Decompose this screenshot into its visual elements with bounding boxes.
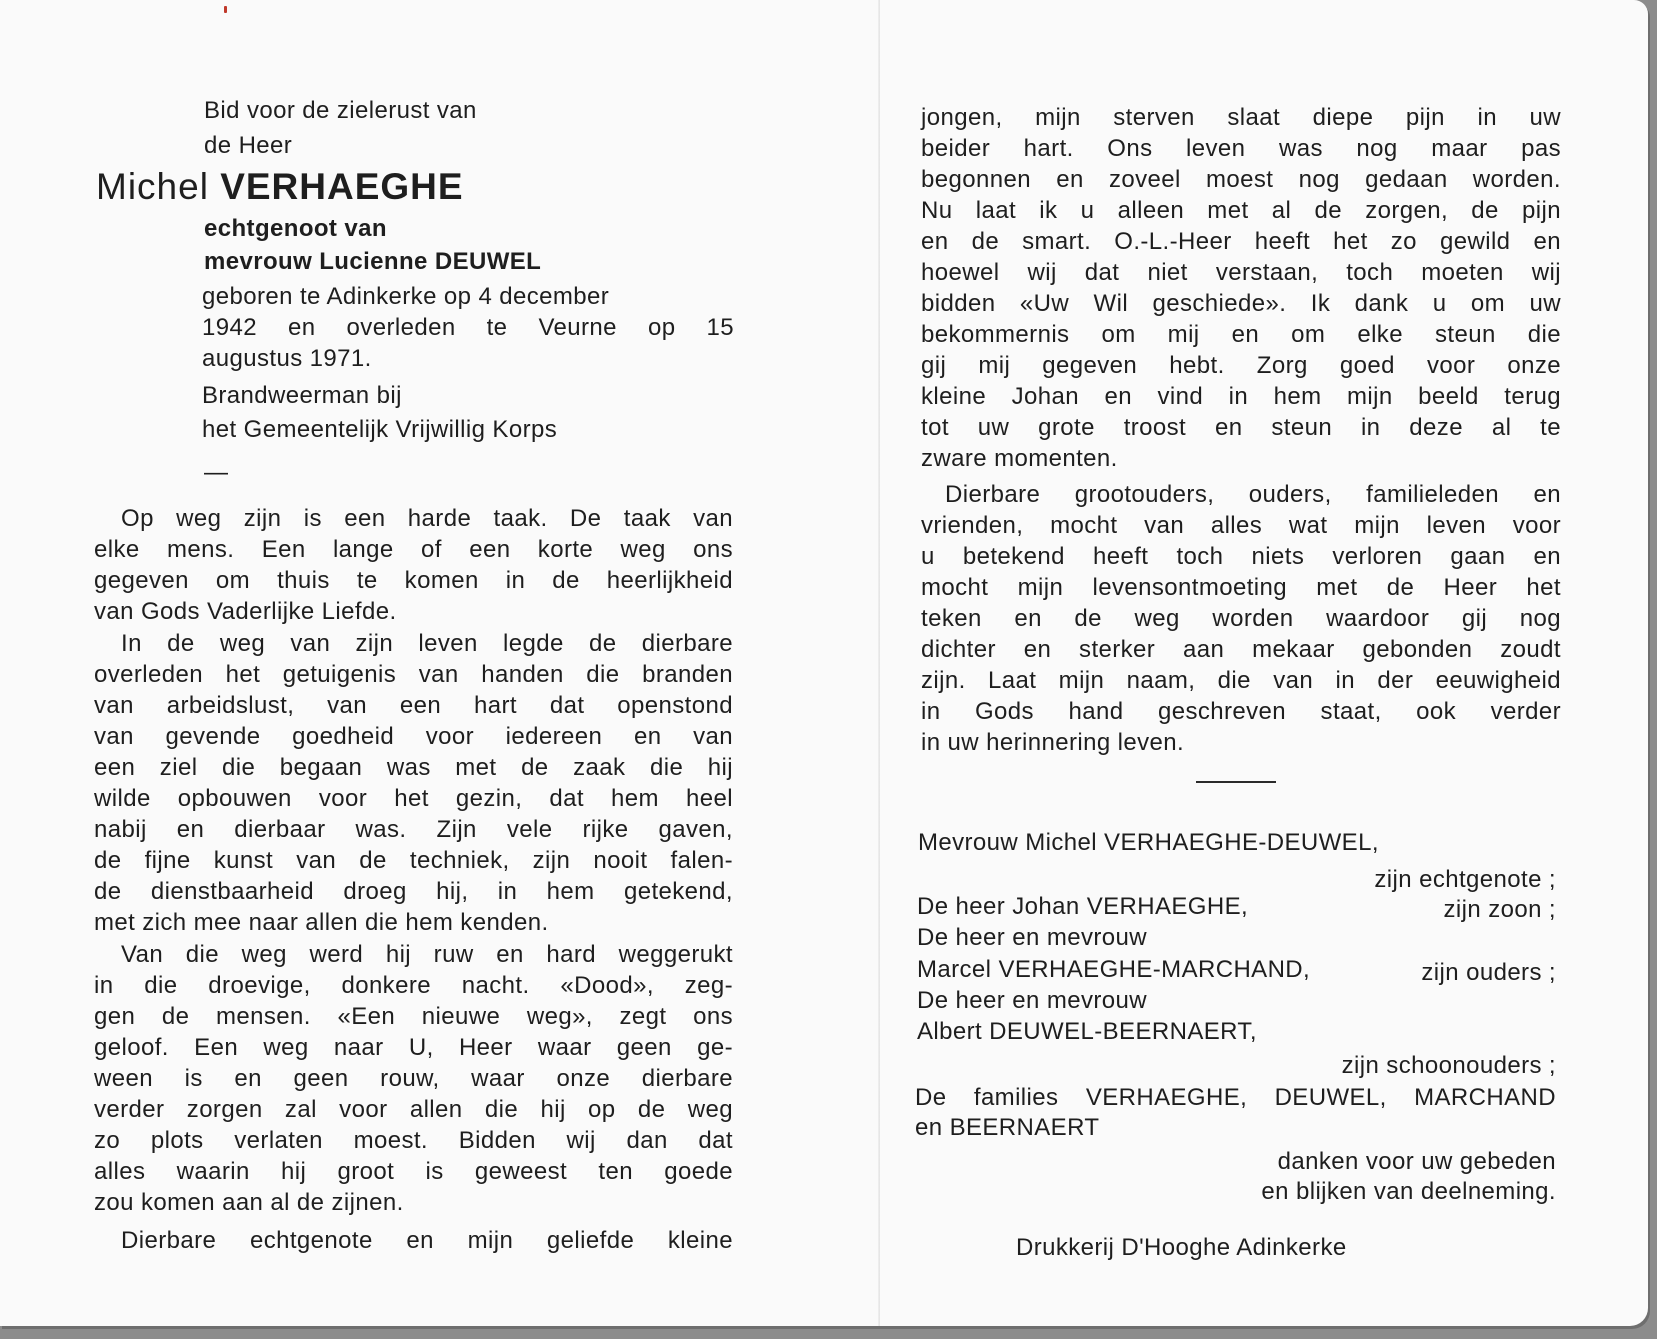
birth-line: geboren te Adinkerke op 4 december	[202, 283, 610, 310]
text-line: Op weg zijn is een harde taak. De taak van	[121, 505, 733, 532]
job-line: het Gemeentelijk Vrijwillig Korps	[202, 416, 558, 443]
thanks-line-2: en blijken van deelneming.	[1261, 1178, 1556, 1205]
separator-dash: —	[204, 459, 229, 486]
text-line: gij mij gegeven hebt. Zorg goed voor onze	[921, 352, 1561, 379]
text-line: begonnen en zoveel moest nog gedaan worden.	[921, 166, 1561, 193]
spouse-name: mevrouw Lucienne DEUWEL	[204, 248, 542, 275]
printer-credit: Drukkerij D'Hooghe Adinkerke	[1016, 1234, 1347, 1261]
text-line: mocht mijn levensontmoeting met de Heer het	[921, 574, 1561, 601]
intro-line-2: de Heer	[204, 132, 293, 159]
job-line: Brandweerman bij	[202, 382, 402, 409]
family-inlaws-role: zijn schoonouders ;	[1341, 1052, 1556, 1079]
text-line: zware momenten.	[921, 445, 1118, 472]
text-line: van arbeidslust, van een hart dat openstond	[94, 692, 733, 719]
text-line: In de weg van zijn leven legde de dierbare	[121, 630, 733, 657]
text-line: Van die weg werd hij ruw en hard weggerukt	[121, 941, 733, 968]
separator-rule	[1196, 781, 1276, 783]
family-parents: Marcel VERHAEGHE-MARCHAND,	[917, 956, 1311, 983]
text-line: hoewel wij dat niet verstaan, toch moeten wij	[921, 259, 1561, 286]
text-line: geloof. Een weg naar U, Heer waar geen ge-	[94, 1034, 733, 1061]
spouse-intro: echtgenoot van	[204, 215, 387, 242]
text-line: vrienden, mocht van alles wat mijn leven voor	[921, 512, 1561, 539]
text-line: in die droevige, donkere nacht. «Dood», zeg-	[94, 972, 733, 999]
text-line: zou komen aan al de zijnen.	[94, 1189, 404, 1216]
text-line: nabij en dierbaar was. Zijn vele rijke gaven,	[94, 816, 733, 843]
family-parents-intro: De heer en mevrouw	[917, 924, 1147, 951]
text-line: alles waarin hij groot is geweest ten goede	[94, 1158, 733, 1185]
ink-mark	[224, 6, 227, 13]
text-line: Dierbare grootouders, ouders, familieleden en	[945, 481, 1561, 508]
text-line: Nu laat ik u alleen met al de zorgen, de pijn	[921, 197, 1561, 224]
text-line: een ziel die begaan was met de zaak die hij	[94, 754, 733, 781]
text-line: de dienstbaarheid droeg hij, in hem getekend,	[94, 878, 733, 905]
birth-line: augustus 1971.	[202, 345, 372, 372]
text-line: in uw herinnering leven.	[921, 729, 1185, 756]
family-parents-role: zijn ouders ;	[1421, 959, 1556, 986]
text-line: en de smart. O.-L.-Heer heeft het zo gewild en	[921, 228, 1561, 255]
text-line: overleden het getuigenis van handen die branden	[94, 661, 733, 688]
text-line: bekommernis om mij en om elke steun die	[921, 321, 1561, 348]
text-line: gegeven om thuis te komen in de heerlijkheid	[94, 567, 733, 594]
text-line: met zich mee naar allen die hem kenden.	[94, 909, 549, 936]
text-line: teken en de weg worden waardoor gij nog	[921, 605, 1561, 632]
family-families-2: en BEERNAERT	[915, 1114, 1100, 1141]
family-widow: Mevrouw Michel VERHAEGHE-DEUWEL,	[918, 829, 1379, 856]
family-son: De heer Johan VERHAEGHE,	[917, 893, 1249, 920]
intro-line-1: Bid voor de zielerust van	[204, 97, 477, 124]
text-line: zo plots verlaten moest. Bidden wij dan dat	[94, 1127, 733, 1154]
text-line: u betekend heeft toch niets verloren gaan en	[921, 543, 1561, 570]
text-line: bidden «Uw Wil geschiede». Ik dank u om uw	[921, 290, 1561, 317]
text-line: beider hart. Ons leven was nog maar pas	[921, 135, 1561, 162]
text-line: Dierbare echtgenote en mijn geliefde kleine	[121, 1227, 733, 1254]
text-line: van Gods Vaderlijke Liefde.	[94, 598, 397, 625]
birth-line: 1942 en overleden te Veurne op 15	[202, 314, 734, 341]
text-line: de fijne kunst van de techniek, zijn nooit falen-	[94, 847, 733, 874]
text-line: verder zorgen zal voor allen die hij op de weg	[94, 1096, 733, 1123]
text-line: zijn. Laat mijn naam, die van in der eeuwigheid	[921, 667, 1561, 694]
text-line: in Gods hand geschreven staat, ook verder	[921, 698, 1561, 725]
text-line: ween is en geen rouw, waar onze dierbare	[94, 1065, 733, 1092]
family-widow-role: zijn echtgenote ;	[1374, 866, 1556, 893]
card-fold	[878, 0, 880, 1326]
text-line: van gevende goedheid voor iedereen en van	[94, 723, 733, 750]
text-line: jongen, mijn sterven slaat diepe pijn in uw	[921, 104, 1561, 131]
deceased-name	[96, 166, 464, 208]
thanks-line-1: danken voor uw gebeden	[1277, 1148, 1556, 1175]
text-line: kleine Johan en vind in hem mijn beeld terug	[921, 383, 1561, 410]
text-line: wilde opbouwen voor het gezin, dat hem heel	[94, 785, 733, 812]
last-name: VERHAEGHE	[220, 166, 464, 207]
family-inlaws-intro: De heer en mevrouw	[917, 987, 1147, 1014]
text-line: elke mens. Een lange of een korte weg ons	[94, 536, 733, 563]
text-line: gen de mensen. «Een nieuwe weg», zegt ons	[94, 1003, 733, 1030]
first-name: Michel	[96, 166, 209, 207]
family-families: De families VERHAEGHE, DEUWEL, MARCHAND	[915, 1084, 1556, 1111]
family-inlaws: Albert DEUWEL-BEERNAERT,	[917, 1018, 1257, 1045]
family-son-role: zijn zoon ;	[1443, 896, 1556, 923]
text-line: dichter en sterker aan mekaar gebonden zoudt	[921, 636, 1561, 663]
text-line: tot uw grote troost en steun in deze al te	[921, 414, 1561, 441]
